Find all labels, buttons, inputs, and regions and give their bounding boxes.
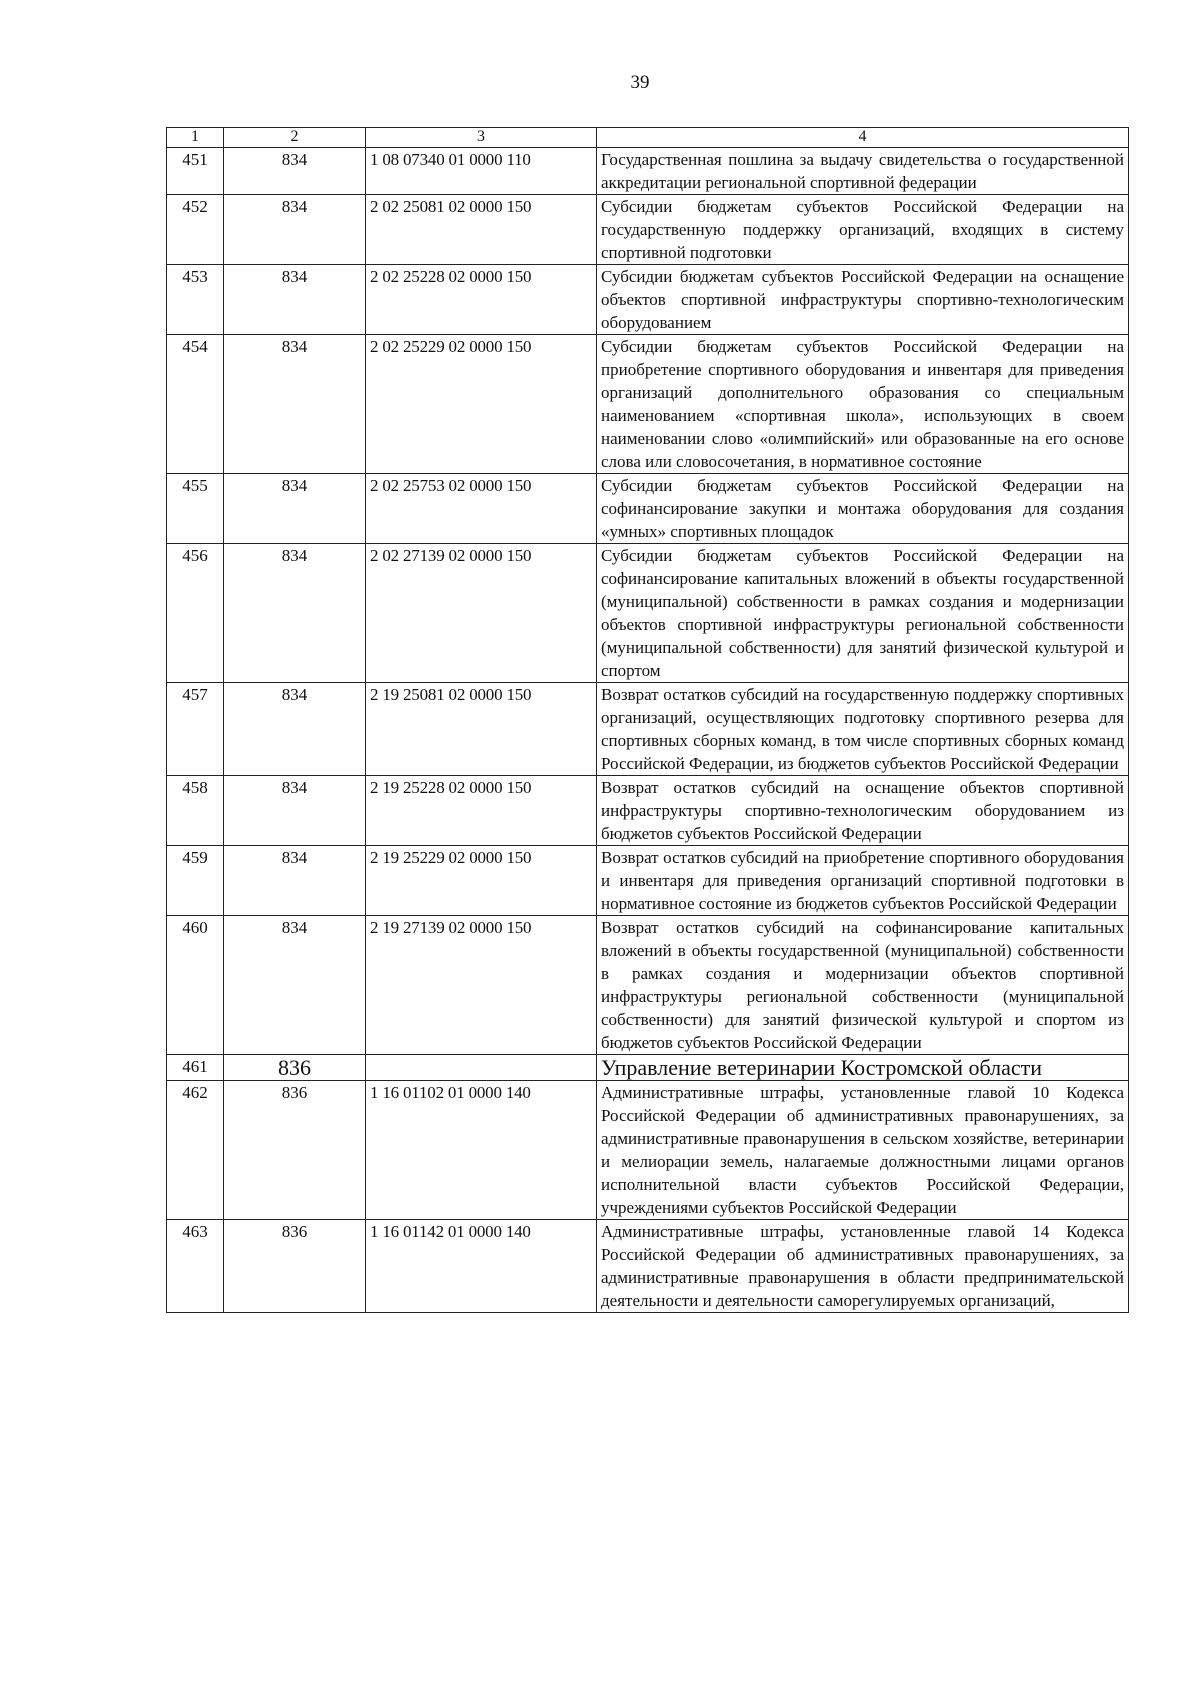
table-row	[167, 474, 1129, 544]
row-number-cell: 462	[167, 1081, 224, 1220]
column-header-2: 2	[224, 128, 366, 148]
row-number-cell: 459	[167, 846, 224, 916]
row-number-cell: 452	[167, 195, 224, 265]
table-row	[167, 846, 1129, 916]
revenue-description-cell: Субсидии бюджетам субъектов Российской Федерации на государственную поддержку организаций, входящих в систему спортивной подготовки	[597, 195, 1129, 265]
revenue-description-cell: Управление ветеринарии Костромской области	[597, 1055, 1129, 1081]
admin-code-cell: 834	[224, 474, 366, 544]
column-header-3: 3	[366, 128, 597, 148]
admin-code-cell: 834	[224, 916, 366, 1055]
table-row	[167, 776, 1129, 846]
budget-code-cell: 2 02 25228 02 0000 150	[366, 265, 597, 335]
row-number-cell: 457	[167, 683, 224, 776]
revenue-description-cell: Субсидии бюджетам субъектов Российской Федерации на приобретение спортивного оборудования и инвентаря для приведения организаций дополнительного образования со специальным наименованием «спортивная школа», использующих в своем наименовании слово «олимпийский» или образованные на его основе слова или словосочетания, в нормативное состояние	[597, 335, 1129, 474]
row-number-cell: 463	[167, 1220, 224, 1313]
budget-code-cell: 2 02 27139 02 0000 150	[366, 544, 597, 683]
table-row	[167, 265, 1129, 335]
budget-code-cell: 2 19 27139 02 0000 150	[366, 916, 597, 1055]
admin-code-cell: 834	[224, 776, 366, 846]
table-row	[167, 683, 1129, 776]
budget-code-cell: 2 19 25228 02 0000 150	[366, 776, 597, 846]
row-number-cell: 458	[167, 776, 224, 846]
table-header	[167, 128, 1129, 148]
budget-code-cell: 1 16 01142 01 0000 140	[366, 1220, 597, 1313]
column-header-4: 4	[597, 128, 1129, 148]
admin-code-cell: 836	[224, 1220, 366, 1313]
page-number: 39	[630, 72, 650, 93]
table-row	[167, 916, 1129, 1055]
revenue-description-cell: Субсидии бюджетам субъектов Российской Федерации на оснащение объектов спортивной инфраструктуры спортивно-технологическим оборудованием	[597, 265, 1129, 335]
revenue-description-cell: Государственная пошлина за выдачу свидетельства о государственной аккредитации региональной спортивной федерации	[597, 148, 1129, 195]
revenue-description-cell: Субсидии бюджетам субъектов Российской Федерации на софинансирование капитальных вложений в объекты государственной (муниципальной) собственности в рамках создания и модернизации объектов спортивной инфраструктуры региональной собственности (муниципальной собственности) для занятий физической культурой и спортом	[597, 544, 1129, 683]
budget-code-cell: 1 16 01102 01 0000 140	[366, 1081, 597, 1220]
table-row	[167, 1220, 1129, 1313]
table-row	[167, 335, 1129, 474]
section-header-row	[167, 1055, 1129, 1081]
table-row	[167, 544, 1129, 683]
table-row	[167, 148, 1129, 195]
revenue-description-cell: Возврат остатков субсидий на государственную поддержку спортивных организаций, осуществляющих подготовку спортивного резерва для спортивных сборных команд, в том числе спортивных сборных команд Российской Федерации, из бюджетов субъектов Российской Федерации	[597, 683, 1129, 776]
admin-code-cell: 834	[224, 148, 366, 195]
admin-code-cell: 834	[224, 265, 366, 335]
revenue-description-cell: Субсидии бюджетам субъектов Российской Федерации на софинансирование закупки и монтажа оборудования для создания «умных» спортивных площадок	[597, 474, 1129, 544]
revenue-description-cell: Административные штрафы, установленные главой 14 Кодекса Российской Федерации об административных правонарушениях, за административные правонарушения в области предпринимательской деятельности и деятельности саморегулируемых организаций,	[597, 1220, 1129, 1313]
admin-code-cell: 834	[224, 683, 366, 776]
row-number-cell: 453	[167, 265, 224, 335]
row-number-cell: 451	[167, 148, 224, 195]
admin-code-cell: 836	[224, 1055, 366, 1081]
admin-code-cell: 834	[224, 846, 366, 916]
row-number-cell: 455	[167, 474, 224, 544]
table-body	[167, 148, 1129, 1313]
budget-code-cell: 2 19 25229 02 0000 150	[366, 846, 597, 916]
row-number-cell: 461	[167, 1055, 224, 1081]
budget-code-cell: 2 19 25081 02 0000 150	[366, 683, 597, 776]
table-row	[167, 1081, 1129, 1220]
budget-code-cell: 2 02 25081 02 0000 150	[366, 195, 597, 265]
row-number-cell: 456	[167, 544, 224, 683]
table-row	[167, 195, 1129, 265]
row-number-cell: 460	[167, 916, 224, 1055]
admin-code-cell: 836	[224, 1081, 366, 1220]
row-number-cell: 454	[167, 335, 224, 474]
column-header-1: 1	[167, 128, 224, 148]
budget-code-cell: 1 08 07340 01 0000 110	[366, 148, 597, 195]
revenue-description-cell: Административные штрафы, установленные главой 10 Кодекса Российской Федерации об административных правонарушениях, за административные правонарушения в сельском хозяйстве, ветеринарии и мелиорации земель, налагаемые должностными лицами органов исполнительной власти субъектов Российской Федерации, учреждениями субъектов Российской Федерации	[597, 1081, 1129, 1220]
revenue-description-cell: Возврат остатков субсидий на приобретение спортивного оборудования и инвентаря для приведения организаций спортивной подготовки в нормативное состояние из бюджетов субъектов Российской Федерации	[597, 846, 1129, 916]
budget-code-cell: 2 02 25753 02 0000 150	[366, 474, 597, 544]
revenue-description-cell: Возврат остатков субсидий на оснащение объектов спортивной инфраструктуры спортивно-технологическим оборудованием из бюджетов субъектов Российской Федерации	[597, 776, 1129, 846]
revenue-codes-table	[166, 127, 1129, 1313]
admin-code-cell: 834	[224, 335, 366, 474]
budget-code-cell	[366, 1055, 597, 1081]
admin-code-cell: 834	[224, 195, 366, 265]
column-number-row	[167, 128, 1129, 148]
admin-code-cell: 834	[224, 544, 366, 683]
revenue-description-cell: Возврат остатков субсидий на софинансирование капитальных вложений в объекты государственной (муниципальной) собственности в рамках создания и модернизации объектов спортивной инфраструктуры региональной собственности (муниципальной собственности) для занятий физической культурой и спортом из бюджетов субъектов Российской Федерации	[597, 916, 1129, 1055]
budget-code-cell: 2 02 25229 02 0000 150	[366, 335, 597, 474]
